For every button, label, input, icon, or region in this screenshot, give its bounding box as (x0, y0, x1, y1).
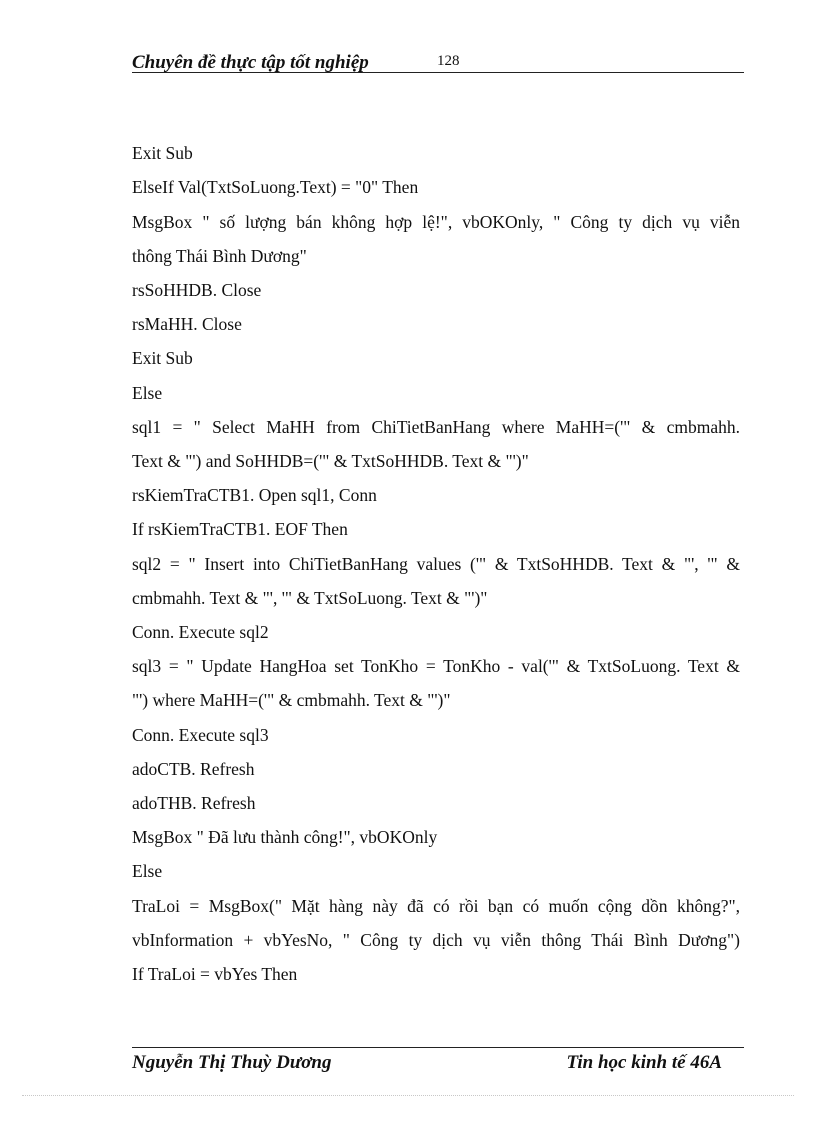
code-line: vbInformation + vbYesNo, " Công ty dịch vụ viễn thông Thái Bình Dương") (132, 930, 740, 950)
code-line: adoCTB. Refresh (132, 759, 255, 779)
code-line: rsMaHH. Close (132, 314, 242, 334)
code-line: thông Thái Bình Dương" (132, 246, 307, 266)
code-line: MsgBox " Đã lưu thành công!", vbOKOnly (132, 827, 438, 847)
code-line: Text & "') and SoHHDB=('" & TxtSoHHDB. Text & "')" (132, 451, 529, 471)
page-edge-divider (22, 1095, 794, 1096)
code-line: Else (132, 861, 163, 881)
code-line: Conn. Execute sql2 (132, 622, 269, 642)
code-line: Exit Sub (132, 348, 193, 368)
code-line: Else (132, 383, 163, 403)
document-title: Chuyên đề thực tập tốt nghiệp (132, 52, 369, 73)
author-name: Nguyễn Thị Thuỳ Dương (132, 1052, 332, 1073)
page-header (132, 50, 744, 73)
code-line: sql1 = " Select MaHH from ChiTietBanHang where MaHH=('" & cmbmahh. (132, 417, 740, 437)
code-line: Exit Sub (132, 143, 193, 163)
code-line: Conn. Execute sql3 (132, 725, 269, 745)
code-line: cmbmahh. Text & "', '" & TxtSoLuong. Text & "')" (132, 588, 488, 608)
code-line: ElseIf Val(TxtSoLuong.Text) = "0" Then (132, 177, 419, 197)
code-line: sql3 = " Update HangHoa set TonKho = TonKho - val('" & TxtSoLuong. Text & (132, 656, 740, 676)
code-line: "') where MaHH=('" & cmbmahh. Text & "')" (132, 690, 451, 710)
code-line: If rsKiemTraCTB1. EOF Then (132, 519, 348, 539)
code-line: TraLoi = MsgBox(" Mặt hàng này đã có rồi bạn có muốn cộng dồn không?", (132, 896, 740, 916)
code-line: rsKiemTraCTB1. Open sql1, Conn (132, 485, 377, 505)
code-line: adoTHB. Refresh (132, 793, 256, 813)
code-line: sql2 = " Insert into ChiTietBanHang values ('" & TxtSoHHDB. Text & "', '" & (132, 554, 740, 574)
class-name: Tin học kinh tế 46A (566, 1052, 722, 1073)
code-line: MsgBox " số lượng bán không hợp lệ!", vbOKOnly, " Công ty dịch vụ viễn (132, 212, 740, 232)
page-number: 128 (437, 53, 460, 69)
code-line: rsSoHHDB. Close (132, 280, 262, 300)
page-footer (132, 1047, 744, 1078)
code-line: If TraLoi = vbYes Then (132, 964, 298, 984)
